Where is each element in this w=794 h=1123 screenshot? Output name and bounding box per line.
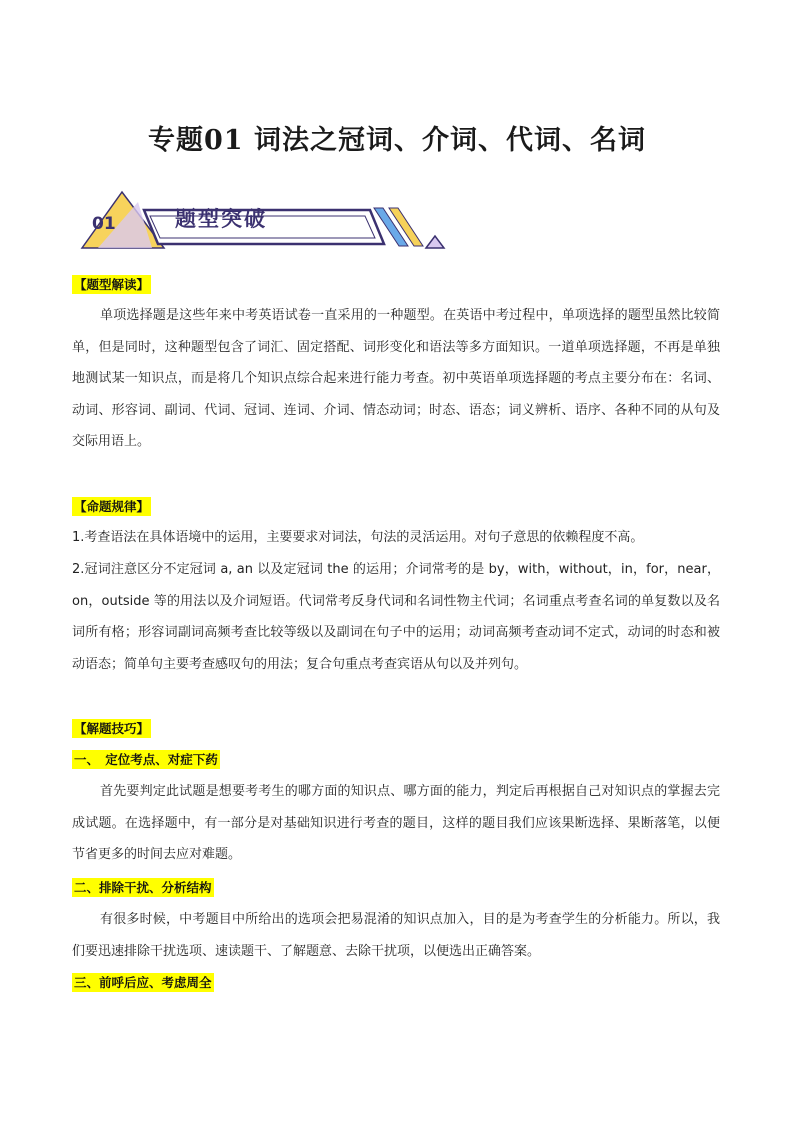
skill-heading-1: 一、 定位考点、对症下药 [74,752,218,767]
rules-item-1: 1.考查语法在具体语境中的运用，主要要求对词法，句法的灵活运用。对句子意思的依赖程度不高。 [72,530,644,545]
interpretation-paragraph: 单项选择题是这些年来中考英语试卷一直采用的一种题型。在英语中考过程中，单项选择的题型虽然比较简单，但是同时，这种题型包含了词汇、固定搭配、词形变化和语法等多方面知识。一道单项选择题，不再是单独地测试某一知识点，而是将几个知识点综合起来进行能力考查。初中英语单项选择题的考点主要分布在：名词、动词、形容词、副词、代词、冠词、连词、介词、情态动词；时态、语态；词义辨析、语序、各种不同的从句及交际用语上。 [72,308,720,449]
section-tag-rules: 【命题规律】 [74,499,150,514]
section-tag-skills: 【解题技巧】 [74,721,150,736]
section-banner [78,186,450,256]
banner-label: 题型突破 [175,207,267,231]
skill-paragraph-1: 首先要判定此试题是想要考考生的哪方面的知识点、哪方面的能力，判定后再根据自己对知识点的掌握去完成试题。在选择题中，有一部分是对基础知识进行考查的题目，这样的题目我们应该果断选择、果断落笔，以便节省更多的时间去应对难题。 [72,784,720,862]
skill-heading-3: 三、前呼后应、考虑周全 [74,975,212,990]
skill-heading-2: 二、排除干扰、分析结构 [74,880,212,895]
rules-item-2: 2.冠词注意区分不定冠词 a, an 以及定冠词 the 的运用；介词常考的是 by，with，without，in，for，near，on，outside 等的用法以及介词短语。代词常考反身代词和名词性物主代词；名词重点考查名词的单复数以及名词所有格；形容词副词高频考查比较等级以及副词在句子中的运用；动词高频考查动词不定式，动词的时态和被动语态；简单句主要考查感叹句的用法；复合句重点考查宾语从句以及并列句。 [72,562,720,672]
section-tag-interpretation: 【题型解读】 [74,277,150,292]
banner-number: 01 [92,214,116,234]
skill-paragraph-2: 有很多时候，中考题目中所给出的选项会把易混淆的知识点加入，目的是为考查学生的分析能力。所以，我们要迅速排除干扰选项、速读题干、了解题意、去除干扰项，以便选出正确答案。 [72,912,720,959]
page-title: 专题01 词法之冠词、介词、代词、名词 [148,125,646,156]
